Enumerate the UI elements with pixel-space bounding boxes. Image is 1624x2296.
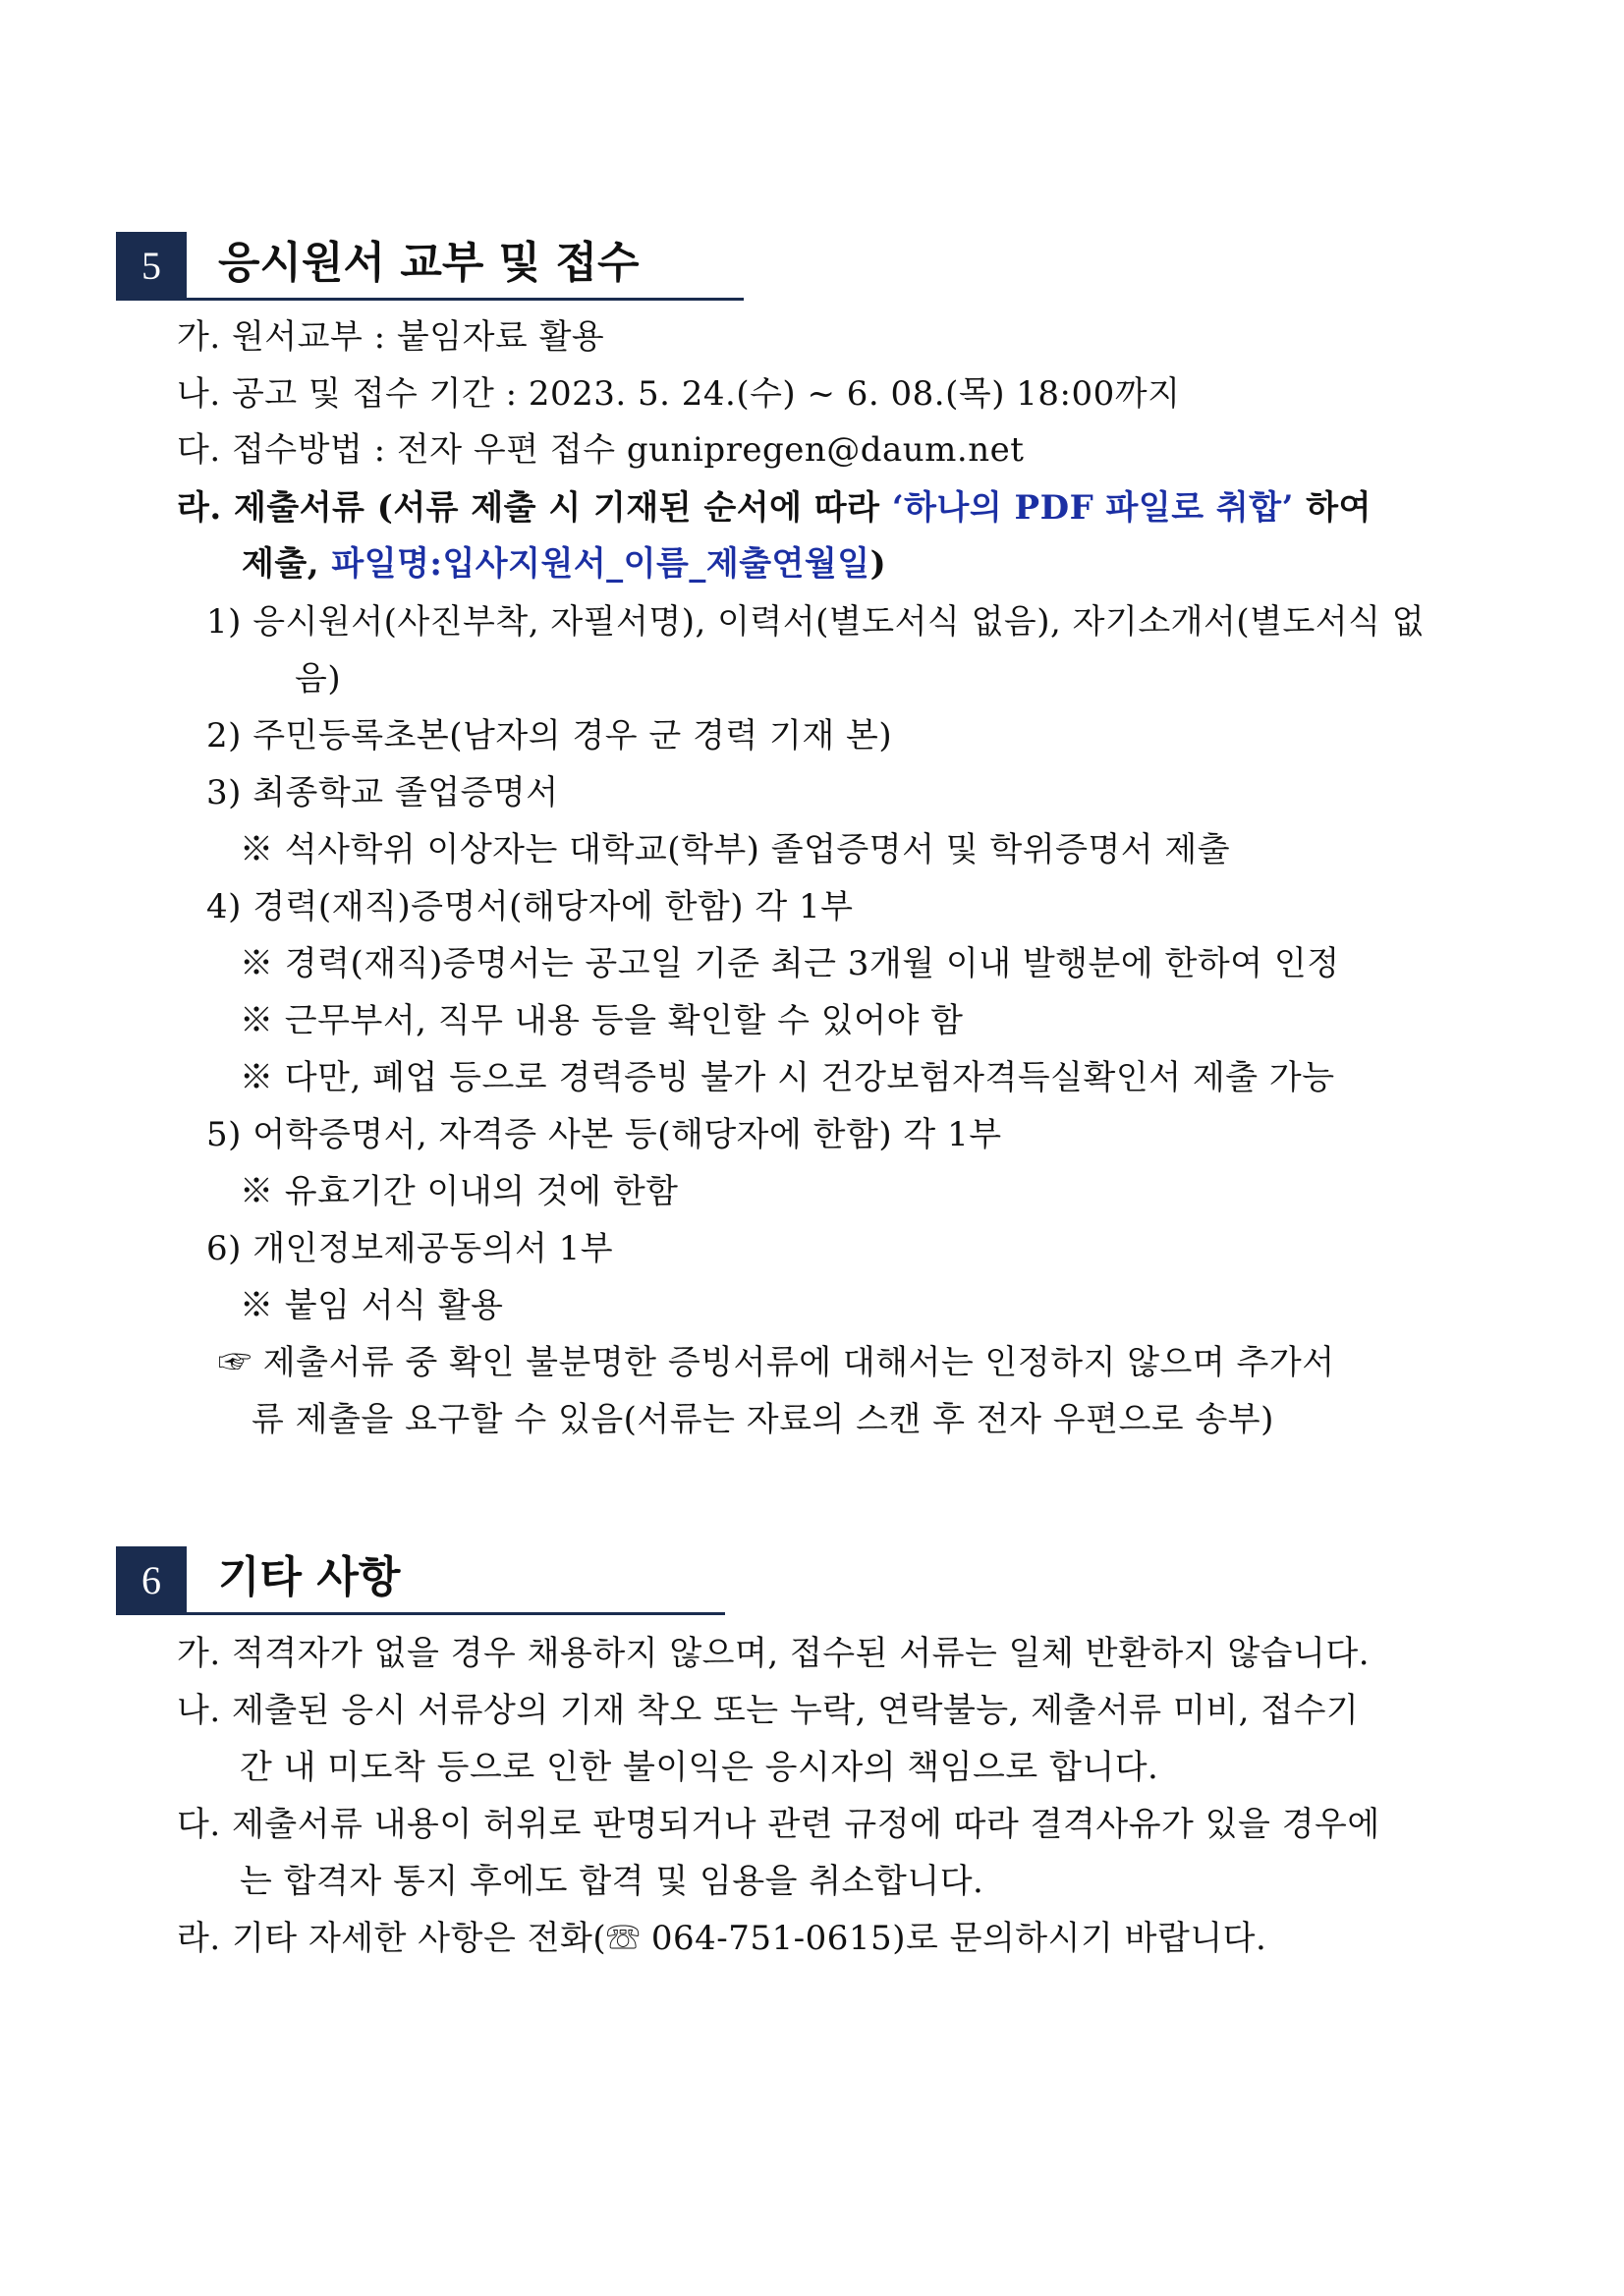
- s5-item-ra-cont: [242, 543, 886, 585]
- doc-1-cont: 음): [295, 659, 342, 699]
- ra-highlight: ‘하나의 PDF 파일로 취합’: [891, 488, 1294, 528]
- doc-3-note: ※ 석사학위 이상자는 대학교(학부) 졸업증명서 및 학위증명서 제출: [240, 830, 1231, 869]
- ra-suffix: 하여: [1293, 488, 1372, 528]
- s5-item-na: 나. 공고 및 접수 기간 : 2023. 5. 24.(수) ~ 6. 08.(목) 18:00까지: [177, 374, 1181, 414]
- doc-5: 5) 어학증명서, 자격증 사본 등(해당자에 한함) 각 1부: [206, 1115, 1002, 1154]
- section-number: 6: [116, 1546, 187, 1615]
- s5-item-da: 다. 접수방법 : 전자 우편 접수 gunipregen@daum.net: [177, 430, 1025, 470]
- doc-4-note-1: ※ 경력(재직)증명서는 공고일 기준 최근 3개월 이내 발행분에 한하여 인정: [240, 944, 1340, 983]
- ra2-prefix: 제출,: [242, 544, 332, 584]
- s6-item-na: 나. 제출된 응시 서류상의 기재 착오 또는 누락, 연락불능, 제출서류 미비, 접수기: [177, 1691, 1360, 1730]
- doc-3: 3) 최종학교 졸업증명서: [206, 773, 559, 812]
- section-title: 기타 사항: [218, 1552, 401, 1602]
- doc-6: 6) 개인정보제공동의서 1부: [206, 1229, 614, 1268]
- s5-item-ga: 가. 원서교부 : 붙임자료 활용: [177, 317, 605, 357]
- doc-4-note-2: ※ 근무부서, 직무 내용 등을 확인할 수 있어야 함: [240, 1001, 964, 1040]
- s6-item-na-cont: 간 내 미도착 등으로 인한 불이익은 응시자의 책임으로 합니다.: [240, 1748, 1159, 1787]
- section-title: 응시원서 교부 및 접수: [218, 238, 640, 288]
- section-underline: [187, 1612, 725, 1615]
- s6-item-ra: 라. 기타 자세한 사항은 전화(☏ 064-751-0615)로 문의하시기 바랍니다.: [177, 1919, 1267, 1958]
- warning-note: ☞ 제출서류 중 확인 불분명한 증빙서류에 대해서는 인정하지 않으며 추가서: [218, 1343, 1335, 1382]
- s5-item-ra: [177, 487, 1372, 529]
- doc-4-note-3: ※ 다만, 폐업 등으로 경력증빙 불가 시 건강보험자격득실확인서 제출 가능: [240, 1058, 1335, 1097]
- s6-item-da-cont: 는 합격자 통지 후에도 합격 및 임용을 취소합니다.: [240, 1862, 984, 1901]
- doc-5-note: ※ 유효기간 이내의 것에 한함: [240, 1172, 679, 1211]
- s6-item-da: 다. 제출서류 내용이 허위로 판명되거나 관련 규정에 따라 결격사유가 있을 경우에: [177, 1805, 1380, 1844]
- section-number: 5: [116, 232, 187, 301]
- warning-note-cont: 류 제출을 요구할 수 있음(서류는 자료의 스캔 후 전자 우편으로 송부): [252, 1400, 1274, 1439]
- section-5-header: [116, 232, 745, 301]
- doc-6-note: ※ 붙임 서식 활용: [240, 1286, 504, 1325]
- doc-2: 2) 주민등록초본(남자의 경우 군 경력 기재 본): [206, 716, 893, 756]
- doc-4: 4) 경력(재직)증명서(해당자에 한함) 각 1부: [206, 887, 854, 926]
- ra2-suffix: ): [869, 544, 887, 584]
- ra-prefix: 라. 제출서류 (서류 제출 시 기재된 순서에 따라: [177, 488, 892, 528]
- section-underline: [187, 298, 744, 301]
- s6-item-ga: 가. 적격자가 없을 경우 채용하지 않으며, 접수된 서류는 일체 반환하지 않습니다.: [177, 1634, 1371, 1673]
- doc-1: 1) 응시원서(사진부착, 자필서명), 이력서(별도서식 없음), 자기소개서(별도서식 없: [206, 602, 1426, 642]
- section-6-header: [116, 1546, 745, 1615]
- ra2-highlight: 파일명:입사지원서_이름_제출연월일: [331, 544, 870, 584]
